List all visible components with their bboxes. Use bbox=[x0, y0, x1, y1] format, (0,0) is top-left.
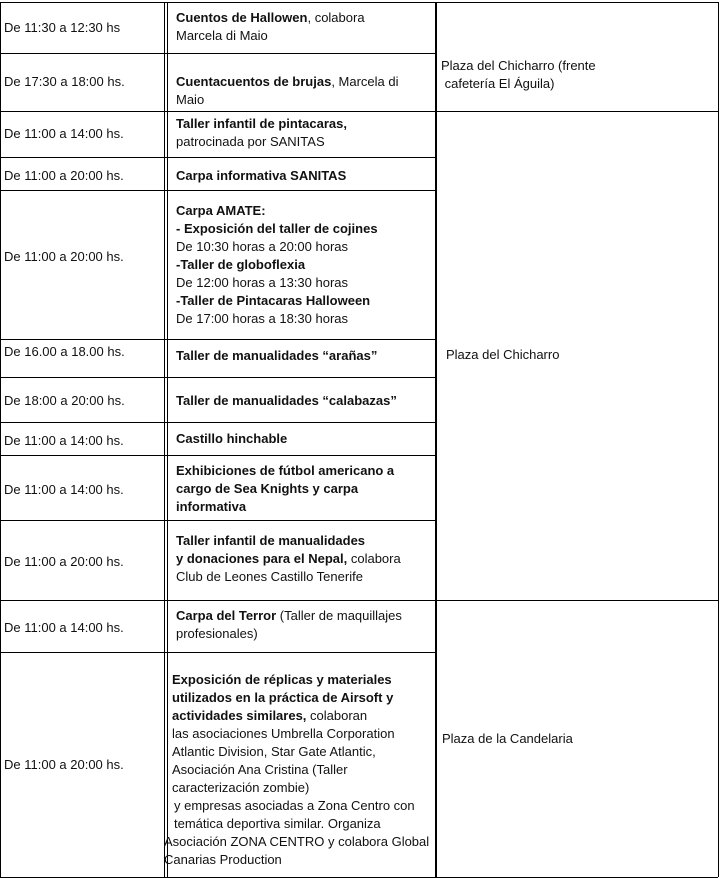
activity-title: Cuentos de Hallowen bbox=[176, 10, 308, 25]
activity-text: y empresas asociadas a Zona Centro con bbox=[174, 798, 415, 813]
activity-text: Club de Leones Castillo Tenerife bbox=[176, 569, 363, 584]
time-cell: De 11:00 a 14:00 hs. bbox=[4, 126, 124, 141]
time-cell: De 11:00 a 20:00 hs. bbox=[4, 168, 124, 183]
place-cell bbox=[442, 730, 573, 748]
activity-line bbox=[176, 9, 365, 27]
time-cell: De 11:00 a 14:00 hs. bbox=[4, 482, 124, 497]
time-cell: De 11:30 a 12:30 hs bbox=[4, 20, 121, 35]
activity-text: Maio bbox=[176, 92, 205, 107]
activity-text: colaboran bbox=[306, 708, 368, 723]
activity-line bbox=[176, 220, 378, 238]
activity-line bbox=[172, 761, 429, 779]
activity-line bbox=[172, 689, 429, 707]
row-divider bbox=[0, 53, 435, 54]
row-divider bbox=[0, 600, 435, 601]
row-divider bbox=[0, 157, 435, 158]
activity-line bbox=[176, 347, 377, 365]
activity-cell bbox=[176, 9, 365, 45]
row-divider bbox=[0, 190, 435, 191]
activity-title: Carpa informativa SANITAS bbox=[176, 168, 347, 183]
time-cell: De 17:30 a 18:00 hs. bbox=[4, 74, 125, 89]
row-divider bbox=[0, 339, 435, 340]
activity-text: Asociación ZONA CENTRO y colabora Global bbox=[164, 834, 430, 849]
activity-text: temática deportiva similar. Organiza bbox=[174, 816, 381, 831]
place-cell bbox=[446, 346, 559, 364]
time-cell: De 11:00 a 20:00 hs. bbox=[4, 757, 124, 772]
time-cell: De 11:00 a 20:00 hs. bbox=[4, 554, 124, 569]
activity-line bbox=[176, 480, 394, 498]
activity-line bbox=[176, 532, 401, 550]
activity-line bbox=[176, 550, 401, 568]
activity-title: Exposición de réplicas y materiales bbox=[172, 672, 392, 687]
place-line: Plaza de la Candelaria bbox=[442, 731, 573, 746]
activity-line bbox=[172, 743, 429, 761]
row-divider bbox=[0, 422, 435, 423]
row-divider bbox=[435, 111, 718, 112]
activity-title: Carpa del Terror bbox=[176, 608, 277, 623]
activity-cell bbox=[176, 392, 397, 410]
row-divider bbox=[435, 2, 718, 3]
place-line: Plaza del Chicharro (frente bbox=[441, 58, 596, 73]
activity-line bbox=[176, 202, 378, 220]
activity-cell bbox=[176, 607, 402, 643]
time-cell: De 11:00 a 14:00 hs. bbox=[4, 433, 124, 448]
activity-line bbox=[176, 310, 378, 328]
activity-text: , Marcela di bbox=[331, 74, 399, 89]
activity-line bbox=[176, 27, 365, 45]
activity-line bbox=[176, 73, 399, 91]
activity-text: Asociación Ana Cristina (Taller bbox=[172, 762, 348, 777]
activity-line bbox=[174, 797, 429, 815]
activity-line bbox=[176, 292, 378, 310]
row-divider bbox=[0, 455, 435, 456]
activity-title: informativa bbox=[176, 499, 247, 514]
activity-cell bbox=[176, 115, 347, 151]
activity-line bbox=[176, 625, 402, 643]
column-divider bbox=[435, 2, 437, 877]
activity-title: actividades similares, bbox=[172, 708, 307, 723]
activity-text: (Taller de maquillajes bbox=[276, 608, 402, 623]
activity-line bbox=[176, 392, 397, 410]
row-divider bbox=[0, 520, 435, 521]
activity-line bbox=[176, 462, 394, 480]
activity-line bbox=[164, 851, 429, 869]
activity-title: Taller infantil de manualidades bbox=[176, 533, 366, 548]
row-divider bbox=[435, 600, 718, 601]
time-cell: De 16.00 a 18.00 hs. bbox=[4, 344, 125, 359]
activity-title: Cuentacuentos de brujas bbox=[176, 74, 332, 89]
activity-line bbox=[176, 498, 394, 516]
place-line: cafetería El Águila) bbox=[441, 76, 555, 91]
activity-title: y donaciones para el Nepal, bbox=[176, 551, 348, 566]
place-line: Plaza del Chicharro bbox=[446, 347, 560, 362]
time-cell: De 11:00 a 14:00 hs. bbox=[4, 620, 124, 635]
activity-line bbox=[164, 833, 429, 851]
activity-cell bbox=[176, 462, 394, 516]
activity-text: , colabora bbox=[307, 10, 365, 25]
activity-line bbox=[176, 133, 347, 151]
activity-cell bbox=[176, 73, 399, 109]
activity-text: De 10:30 horas a 20:00 horas bbox=[176, 239, 349, 254]
activity-line bbox=[172, 779, 429, 797]
activity-title: Exhibiciones de fútbol americano a bbox=[176, 463, 395, 478]
activity-line bbox=[176, 568, 401, 586]
activity-line bbox=[176, 430, 287, 448]
activity-text: colabora bbox=[347, 551, 401, 566]
activity-title: - Exposición del taller de cojines bbox=[176, 221, 378, 236]
activity-line bbox=[176, 238, 378, 256]
activity-line bbox=[174, 815, 429, 833]
activity-text: Marcela di Maio bbox=[176, 28, 268, 43]
activity-title: Taller de manualidades “arañas” bbox=[176, 348, 378, 363]
activity-line bbox=[176, 91, 399, 109]
activity-text: Atlantic Division, Star Gate Atlantic, bbox=[172, 744, 376, 759]
activity-title: Castillo hinchable bbox=[176, 431, 288, 446]
table-border-right bbox=[718, 2, 719, 877]
activity-line bbox=[176, 274, 378, 292]
activity-cell bbox=[176, 430, 287, 448]
activity-cell bbox=[176, 347, 377, 365]
place-cell bbox=[441, 57, 596, 93]
time-cell: De 11:00 a 20:00 hs. bbox=[4, 249, 124, 264]
activity-cell bbox=[176, 202, 378, 328]
table-border-left bbox=[0, 2, 1, 877]
activity-text: De 12:00 horas a 13:30 horas bbox=[176, 275, 349, 290]
activity-line bbox=[176, 167, 346, 185]
activity-title: cargo de Sea Knights y carpa bbox=[176, 481, 359, 496]
activity-text: Canarias Production bbox=[164, 852, 282, 867]
activity-text: profesionales) bbox=[176, 626, 258, 641]
activity-title: utilizados en la práctica de Airsoft y bbox=[172, 690, 394, 705]
activity-line bbox=[176, 607, 402, 625]
activity-text: patrocinada por SANITAS bbox=[176, 134, 325, 149]
activity-title: -Taller de Pintacaras Halloween bbox=[176, 293, 371, 308]
activity-line bbox=[172, 707, 429, 725]
row-divider bbox=[0, 377, 435, 378]
activity-text: las asociaciones Umbrella Corporation bbox=[172, 726, 395, 741]
time-cell: De 18:00 a 20:00 hs. bbox=[4, 393, 125, 408]
column-divider bbox=[167, 2, 168, 877]
activity-text: caracterización zombie) bbox=[172, 780, 310, 795]
activity-line bbox=[176, 115, 347, 133]
row-divider bbox=[0, 111, 435, 112]
row-divider bbox=[0, 2, 435, 3]
activity-line bbox=[176, 256, 378, 274]
column-divider bbox=[164, 2, 165, 877]
activity-cell bbox=[164, 671, 430, 869]
activity-line bbox=[172, 671, 429, 689]
activity-title: -Taller de globoflexia bbox=[176, 257, 306, 272]
activity-line bbox=[172, 725, 429, 743]
activity-text: De 17:00 horas a 18:30 horas bbox=[176, 311, 349, 326]
row-divider bbox=[0, 652, 435, 653]
activity-title: Taller de manualidades “calabazas” bbox=[176, 393, 397, 408]
activity-cell bbox=[176, 532, 401, 586]
activity-title: Taller infantil de pintacaras, bbox=[176, 116, 347, 131]
activity-title: Carpa AMATE: bbox=[176, 203, 266, 218]
activity-cell bbox=[176, 167, 346, 185]
